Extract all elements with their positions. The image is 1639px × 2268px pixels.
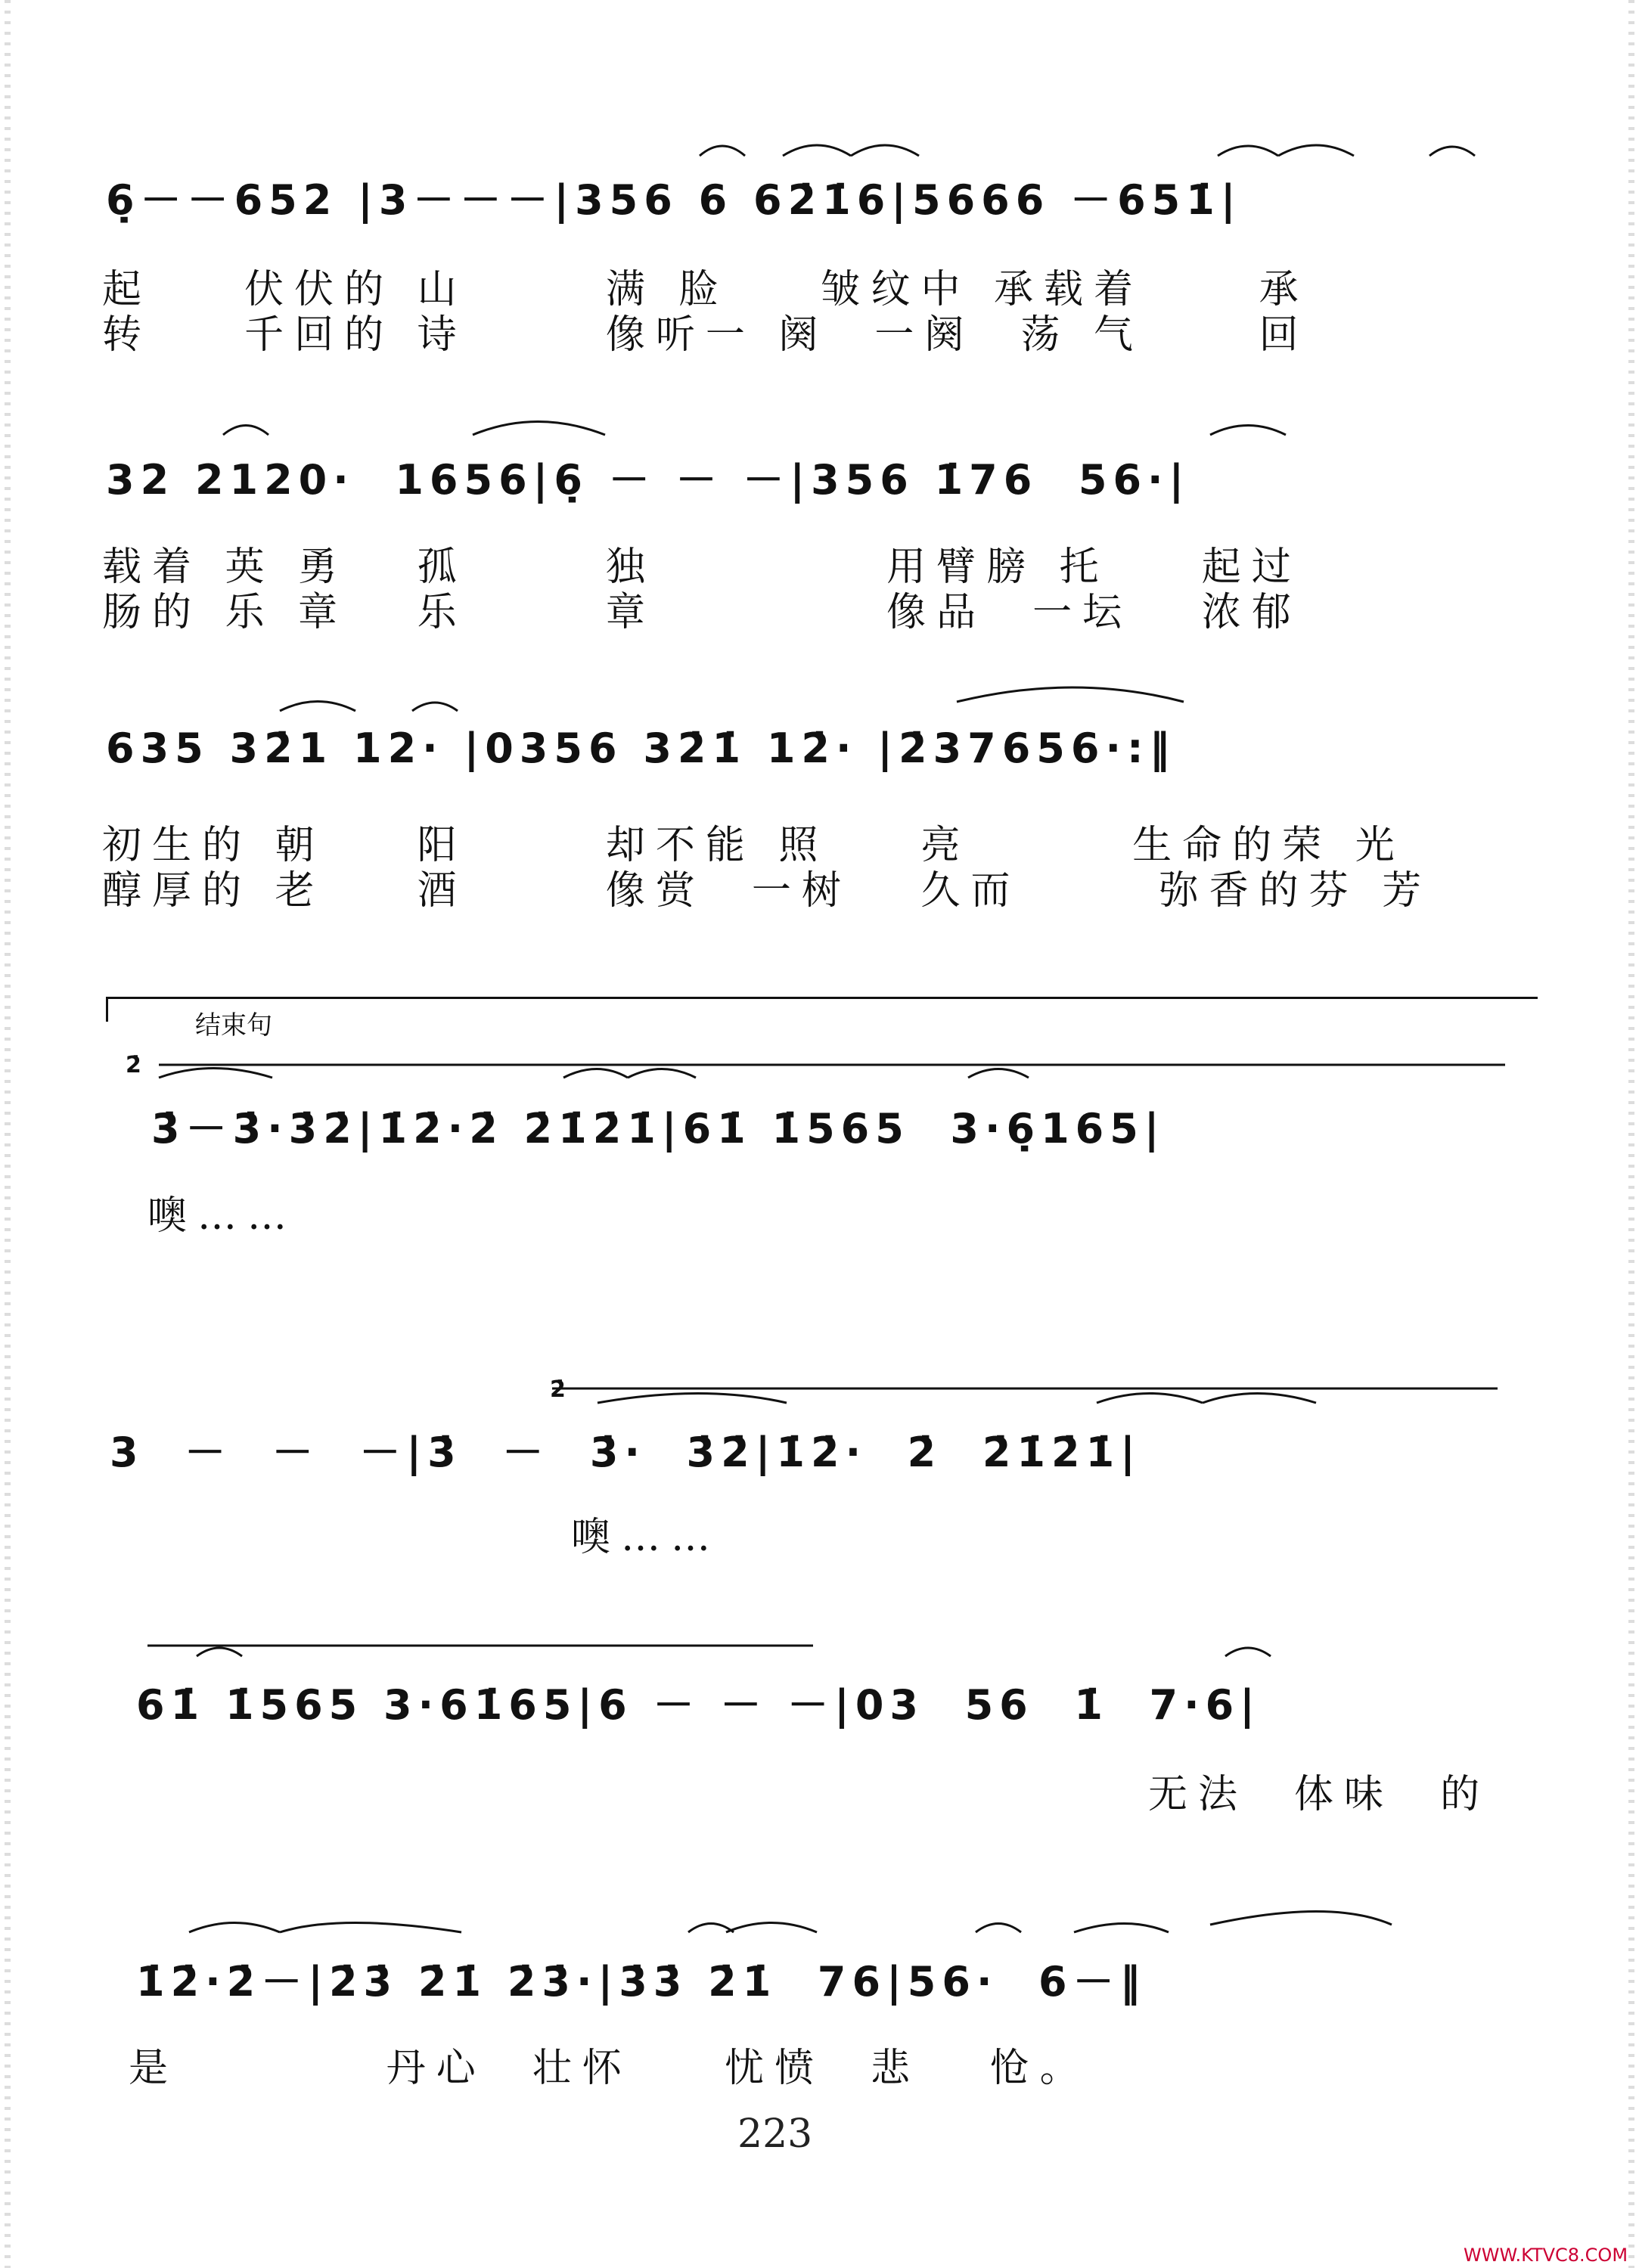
score-row-2-notes: 32 2120· 1656|6̣ － － －|356 1̇76 56·|	[106, 456, 1190, 504]
grace-note-row-5: 2̇	[550, 1376, 566, 1403]
score-row-2-lyrics-verse-1: 载着 英 勇 孤 独 用臂膀 托 起过	[102, 545, 1302, 590]
score-row-4-notes: 3̇－3̇·3̇2̇|1̇2̇·2̇ 2̇1̇2̇1̇|61̇ 1̇565 3·6̣165|	[151, 1105, 1166, 1153]
score-row-5-lyrics: 噢……	[571, 1515, 722, 1560]
score-row-7-lyrics: 是 丹心 壮怀 忧愤 悲 怆。	[129, 2046, 1090, 2091]
score-row-6-notes: 61̇ 1̇565 3·61̇65|6 － － －|03 56 1̇ 7·6|	[136, 1681, 1261, 1729]
grace-note-row-4: 2̇	[126, 1052, 141, 1078]
page-number: 223	[737, 2111, 813, 2157]
score-row-3-lyrics-verse-1: 初生的 朝 阳 却不能 照 亮 生命的荣 光	[102, 823, 1405, 868]
score-row-7-notes: 1̇2̇·2̇－|2̇3̇ 2̇1̇ 2̇3̇·|3̇3̇ 2̇1̇ 76|56· 6－‖	[136, 1958, 1147, 2006]
score-row-1-notes: 6̣－－652 |3－－－|356 6 62̇1̇6|5666 －651̇|	[106, 176, 1242, 224]
watermark-text: WWW.KTVC8.COM	[1464, 2245, 1628, 2266]
score-row-5-notes: 3 － － －|3̇ － 3̇· 3̇2̇|1̇2̇· 2̇ 2̇1̇2̇1̇|	[110, 1429, 1141, 1476]
score-row-1-lyrics-verse-2: 转 千回的 诗 像听一 阕 一阕 荡 气 回	[102, 312, 1309, 358]
score-row-2-lyrics-verse-2: 肠的 乐 章 乐 章 像品 一坛 浓郁	[102, 590, 1302, 635]
score-row-3-lyrics-verse-2: 醇厚的 老 酒 像赏 一树 久而 弥香的芬 芳	[102, 868, 1433, 914]
score-row-1-lyrics-verse-1: 起 伏伏的 山 满 脸 皱纹中 承载着 承	[102, 267, 1309, 312]
score-row-3-notes: 635 32̇1 12· |0356 32̇1̇ 12̇· |2̇37656·:‖	[106, 724, 1176, 772]
ending-label: 结束句	[189, 1004, 278, 1041]
score-row-6-lyrics: 无法 体味 的	[1148, 1772, 1491, 1817]
score-row-4-lyrics: 噢……	[147, 1193, 298, 1239]
